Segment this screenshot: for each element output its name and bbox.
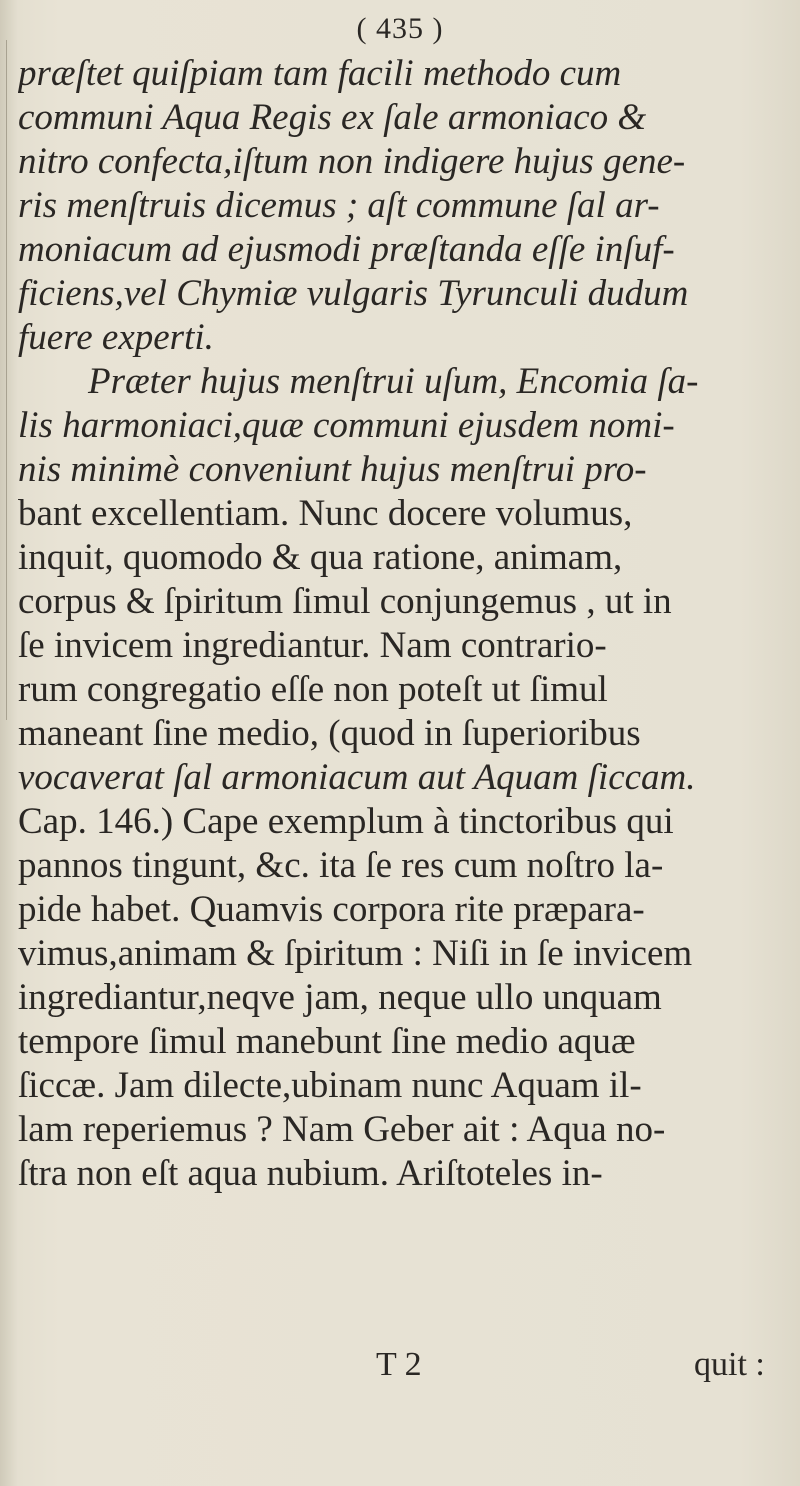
text-line: Præter hujus menſtrui uſum, Encomia ſa- <box>88 361 699 402</box>
text-line: nitro confecta,iſtum non indigere hujus gene- <box>18 141 686 182</box>
text-line: ſe invicem ingrediantur. Nam contrario- <box>18 625 607 666</box>
signature-mark: T 2 <box>376 1346 422 1383</box>
text-line: communi Aqua Regis ex ſale armoniaco & <box>18 97 647 138</box>
text-line: tempore ſimul manebunt ſine medio aquæ <box>18 1021 636 1062</box>
text-line: ſiccæ. Jam dilecte,ubinam nunc Aquam il- <box>18 1065 642 1106</box>
page-edge-line <box>6 40 7 720</box>
text-line: moniacum ad ejusmodi præſtanda eſſe inſuf- <box>18 229 675 270</box>
text-line: maneant ſine medio, (quod in ſuperioribus <box>18 713 641 754</box>
text-line: bant excellentiam. Nunc docere volumus, <box>18 493 633 534</box>
text-line: nis minimè conveniunt hujus menſtrui pro- <box>18 449 647 490</box>
text-line: vocaverat ſal armoniacum aut Aquam ſiccam. <box>18 757 696 798</box>
page-number: ( 435 ) <box>356 12 444 45</box>
text-line: lis harmoniaci,quæ communi ejusdem nomi- <box>18 405 675 446</box>
catchword: quit : <box>694 1346 765 1383</box>
text-line: ficiens,vel Chymiæ vulgaris Tyrunculi dudum <box>18 273 689 314</box>
text-line: ris menſtruis dicemus ; aſt commune ſal ar- <box>18 185 660 226</box>
text-line: corpus & ſpiritum ſimul conjungemus , ut in <box>18 581 672 622</box>
text-line: ſtra non eſt aqua nubium. Ariſtoteles in- <box>18 1153 603 1194</box>
text-line: pide habet. Quamvis corpora rite præpara- <box>18 889 645 930</box>
text-line: ingrediantur,neqve jam, neque ullo unquam <box>18 977 662 1018</box>
text-line: Cap. 146.) Cape exemplum à tinctoribus qui <box>18 801 674 842</box>
page-footer <box>0 1346 800 1386</box>
text-line: præſtet quiſpiam tam facili methodo cum <box>18 53 622 94</box>
text-line: vimus,animam & ſpiritum : Niſi in ſe invicem <box>18 933 693 974</box>
body-text <box>18 52 790 1196</box>
text-line: rum congregatio eſſe non poteſt ut ſimul <box>18 669 608 710</box>
text-line: fuere experti. <box>18 317 214 358</box>
text-line: pannos tingunt, &c. ita ſe res cum noſtro la- <box>18 845 664 886</box>
text-line: lam reperiemus ? Nam Geber ait : Aqua no- <box>18 1109 666 1150</box>
text-line: inquit, quomodo & qua ratione, animam, <box>18 537 623 578</box>
